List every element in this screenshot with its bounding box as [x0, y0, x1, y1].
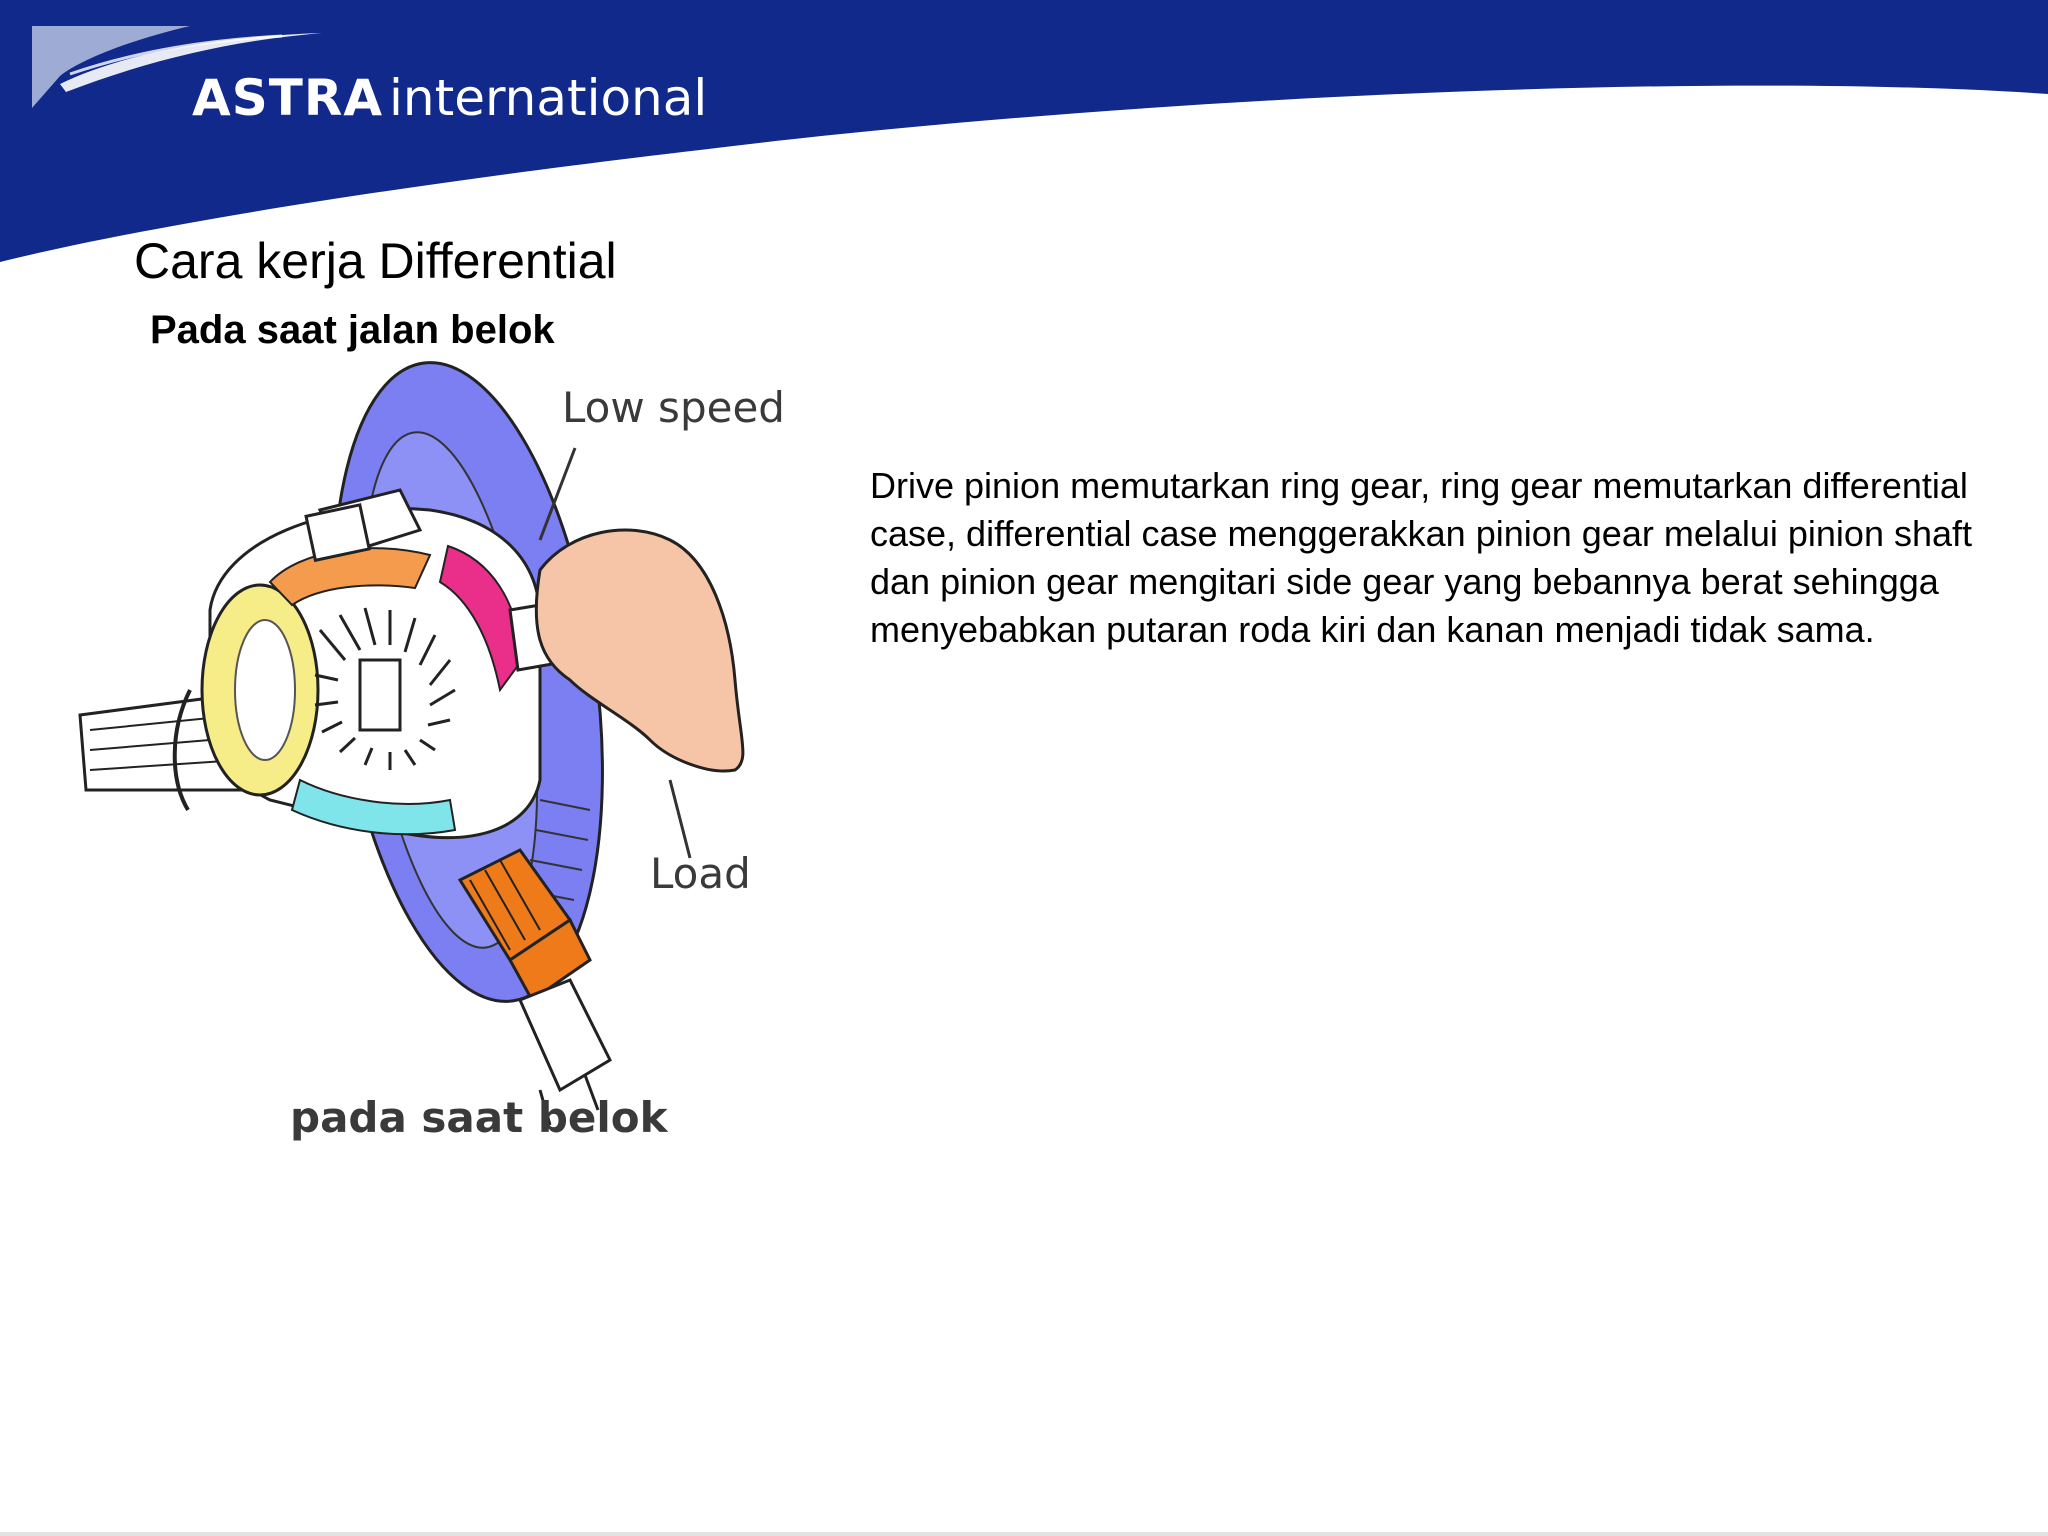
- differential-case-illustration: [202, 490, 540, 838]
- slide-subtitle: Pada saat jalan belok: [150, 308, 555, 352]
- differential-diagram: [70, 360, 830, 1160]
- slide-title: Cara kerja Differential: [134, 233, 617, 289]
- load-leader-line: [670, 780, 690, 858]
- figure-caption: pada saat belok: [290, 1093, 668, 1142]
- brand-logo: [192, 68, 707, 128]
- footer-line: [0, 1532, 2048, 1536]
- brand-name-strong: ASTRA: [192, 69, 384, 127]
- explanation-text: Drive pinion memutarkan ring gear, ring gear memutarkan differential case, differential case menggerakkan pinion gear melalui pinion shaft dan pinion gear mengitari side gear yang bebannya berat sehingga menyebabkan putaran roda kiri dan kanan menjadi tidak sama.: [870, 465, 1973, 650]
- label-low-speed: Low speed: [562, 383, 785, 432]
- label-load: Load: [650, 849, 751, 898]
- brand-name-light: international: [389, 69, 708, 127]
